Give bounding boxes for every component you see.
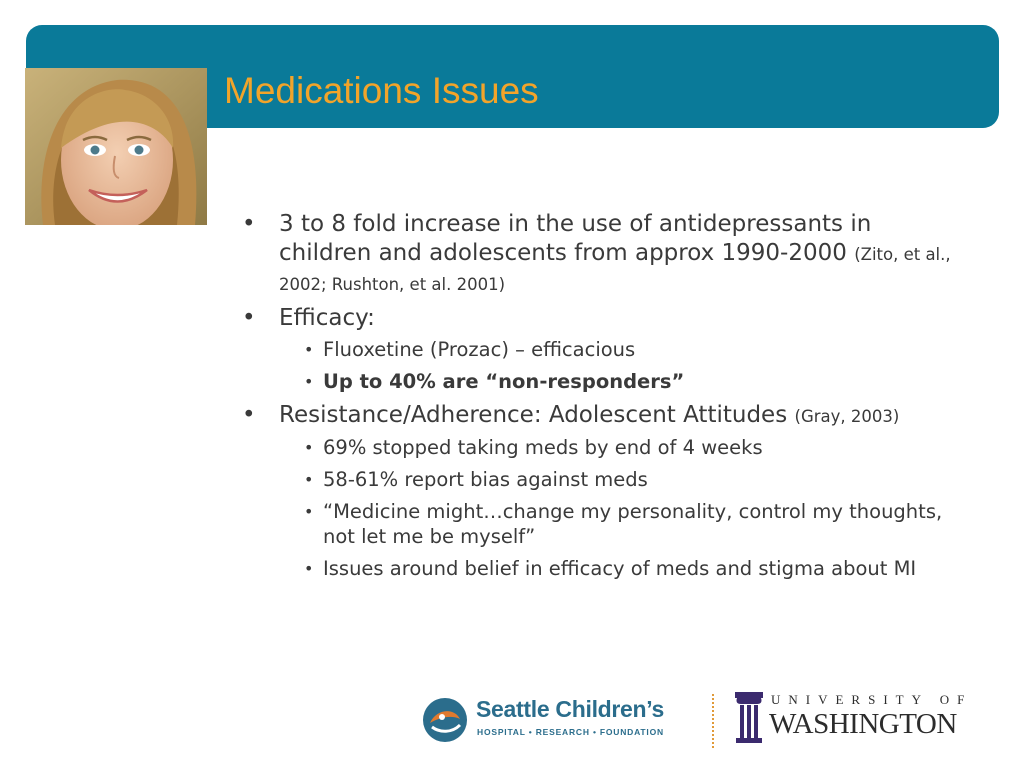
seattle-childrens-name: Seattle Children’s <box>476 696 665 722</box>
sub-bullet-item <box>279 369 965 394</box>
slide-content <box>240 210 965 588</box>
sub-bullet-item <box>279 467 965 492</box>
sub-bullet-list <box>279 337 965 394</box>
sub-bullet-item <box>279 499 965 549</box>
bullet-item <box>240 304 965 394</box>
bullet-text: 3 to 8 fold increase in the use of antidepressants in children and adolescents from approx 1990-2000 <box>279 211 872 266</box>
bullet-text: Resistance/Adherence: Adolescent Attitudes <box>279 402 788 428</box>
sub-bullet-list <box>279 435 965 581</box>
bullet-glyph: • <box>242 305 256 331</box>
sub-bullet-text: 69% stopped taking meds by end of 4 weeks <box>323 436 763 459</box>
citation: (Gray, 2003) <box>794 407 900 426</box>
bullet-item <box>240 210 965 299</box>
bullet-list <box>240 210 965 581</box>
portrait-photo <box>25 68 207 225</box>
sub-bullet-text: “Medicine might…change my personality, control my thoughts, not let me be myself” <box>323 500 943 548</box>
uw-line1: UNIVERSITY OF <box>771 692 973 707</box>
bullet-glyph: • <box>304 438 314 457</box>
bullet-glyph: • <box>304 340 314 359</box>
seattle-childrens-logo <box>422 692 694 748</box>
bullet-glyph: • <box>304 372 314 391</box>
bullet-glyph: • <box>242 402 256 428</box>
uw-line2: WASHINGTON <box>769 708 957 740</box>
slide-title: Medications Issues <box>224 70 539 111</box>
sub-bullet-text: 58-61% report bias against meds <box>323 468 648 491</box>
sub-bullet-item <box>279 337 965 362</box>
bullet-item <box>240 401 965 581</box>
sub-bullet-item <box>279 435 965 460</box>
seattle-childrens-circle-icon <box>422 697 468 743</box>
seattle-childrens-tagline: HOSPITAL • RESEARCH • FOUNDATION <box>477 727 664 737</box>
sub-bullet-text: Issues around belief in efficacy of meds and stigma about MI <box>323 557 917 580</box>
logo-divider <box>712 694 714 748</box>
bullet-glyph: • <box>304 470 314 489</box>
portrait-illustration <box>25 68 207 225</box>
sub-bullet-item <box>279 556 965 581</box>
bullet-glyph: • <box>304 502 314 521</box>
bullet-glyph: • <box>304 559 314 578</box>
uw-logo <box>733 690 973 746</box>
uw-column-icon <box>733 690 765 744</box>
bullet-glyph: • <box>242 211 256 237</box>
sub-bullet-text-bold: Up to 40% are “non-responders” <box>323 370 685 393</box>
sub-bullet-text: Fluoxetine (Prozac) – efficacious <box>323 338 636 361</box>
citation: (Zito, et al., 2002; Rushton, et al. 2001) <box>279 245 951 294</box>
bullet-text: Efficacy: <box>279 305 375 331</box>
